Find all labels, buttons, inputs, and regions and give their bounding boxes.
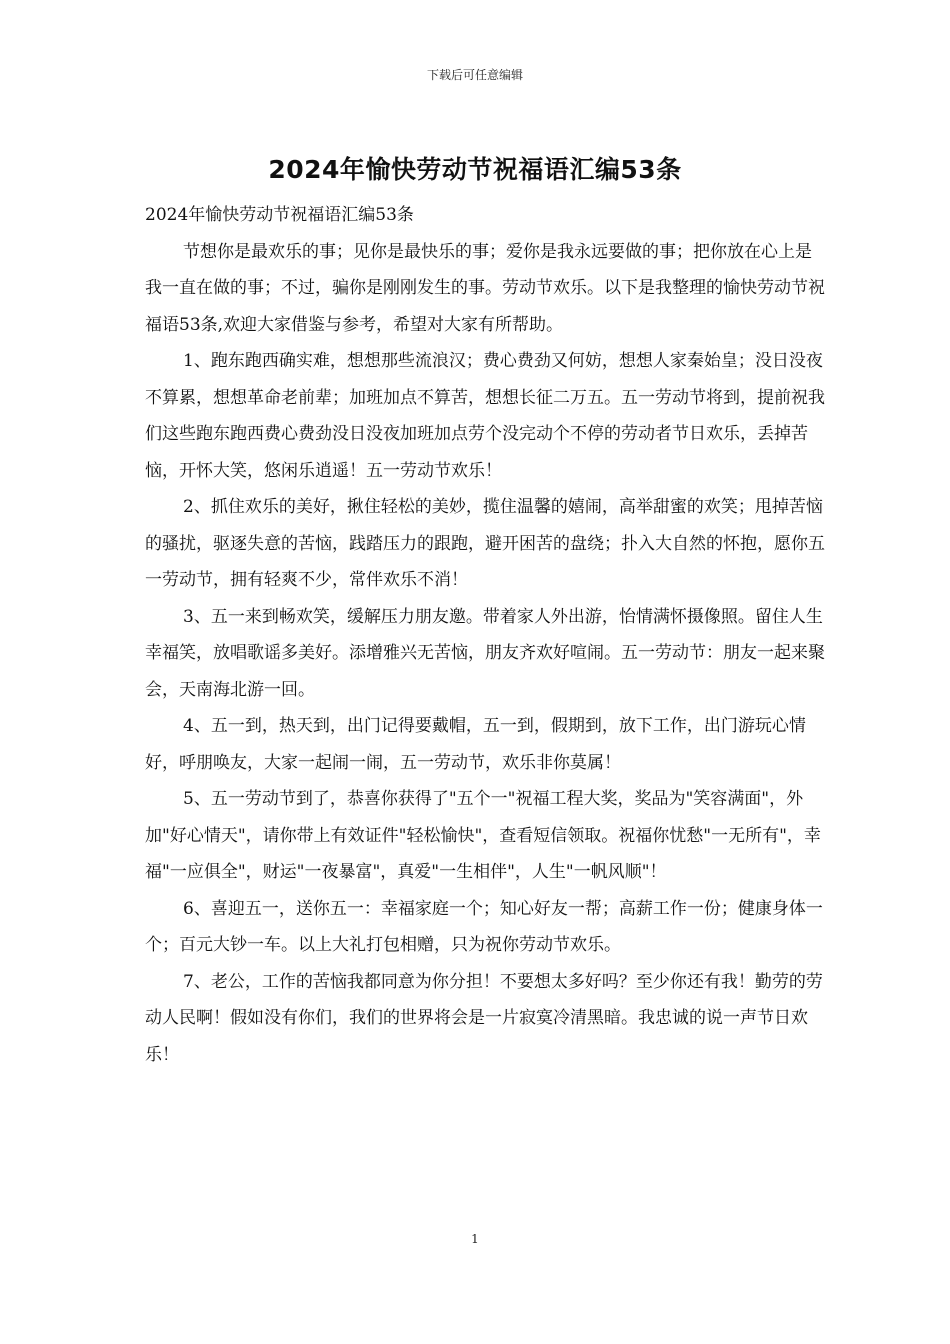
- blessing-paragraph-7: 7、老公，工作的苦恼我都同意为你分担！不要想太多好吗？至少你还有我！勤劳的劳动人民啊！假如没有你们，我们的世界将会是一片寂寞冷清黑暗。我忠诚的说一声节日欢乐！: [145, 971, 823, 1065]
- intro-paragraph: 节想你是最欢乐的事；见你是最快乐的事；爱你是我永远要做的事；把你放在心上是我一直在做的事；不过，骗你是刚刚发生的事。劳动节欢乐。以下是我整理的愉快劳动节祝福语53条,欢迎大家借鉴与参考，希望对大家有所帮助。: [145, 241, 825, 335]
- blessing-paragraph-2: 2、抓住欢乐的美好，揪住轻松的美妙，揽住温馨的嬉闹，高举甜蜜的欢笑；甩掉苦恼的骚扰，驱逐失意的苦恼，践踏压力的跟跑，避开困苦的盘绕；扑入大自然的怀抱，愿你五一劳动节，拥有轻爽不少，常伴欢乐不消！: [145, 497, 825, 590]
- header-note: 下载后可任意编辑: [426, 68, 523, 82]
- blessing-paragraph-5: 5、五一劳动节到了，恭喜你获得了"五个一"祝福工程大奖，奖品为"笑容满面"，外加"好心情天"，请你带上有效证件"轻松愉快"，查看短信领取。祝福你忧愁"一无所有"，幸福"一应俱全"，财运"一夜暴富"，真爱"一生相伴"，人生"一帆风顺"！: [145, 789, 821, 882]
- blessing-paragraph-6: 6、喜迎五一，送你五一：幸福家庭一个；知心好友一帮；高薪工作一份；健康身体一个；百元大钞一车。以上大礼打包相赠，只为祝你劳动节欢乐。: [145, 898, 823, 955]
- blessing-paragraph-4: 4、五一到，热天到，出门记得要戴帽，五一到，假期到，放下工作，出门游玩心情好，呼朋唤友，大家一起闹一闹，五一劳动节，欢乐非你莫属！: [145, 716, 806, 773]
- subtitle-line: 2024年愉快劳动节祝福语汇编53条: [145, 205, 414, 225]
- blessing-paragraph-1: 1、跑东跑西确实难，想想那些流浪汉；费心费劲又何妨，想想人家秦始皇；没日没夜不算累，想想革命老前辈；加班加点不算苦，想想长征二万五。五一劳动节将到，提前祝我们这些跑东跑西费心费劲没日没夜加班加点劳个没完动个不停的劳动者节日欢乐，丢掉苦恼，开怀大笑，悠闲乐逍遥！五一劳动节欢乐！: [145, 351, 825, 481]
- page-title: 2024年愉快劳动节祝福语汇编53条: [268, 155, 682, 184]
- blessing-paragraph-3: 3、五一来到畅欢笑，缓解压力朋友邀。带着家人外出游，怡情满怀摄像照。留住人生幸福笑，放唱歌谣多美好。添增雅兴无苦恼，朋友齐欢好喧闹。五一劳动节：朋友一起来聚会，天南海北游一回。: [145, 606, 825, 700]
- document-body: [145, 197, 827, 1073]
- page-number: 1: [471, 1232, 479, 1246]
